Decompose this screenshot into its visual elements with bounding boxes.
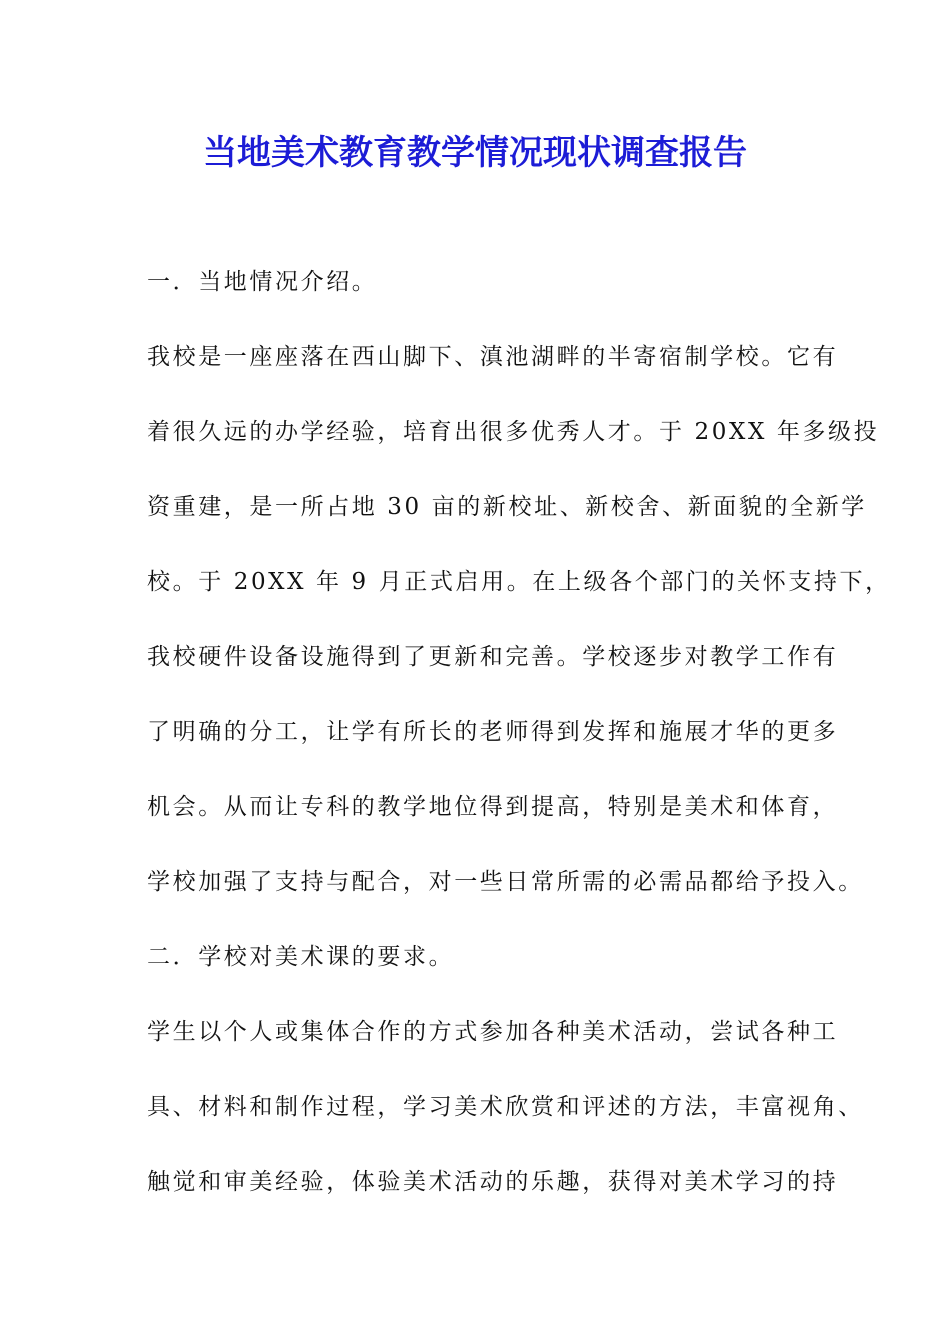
paragraph-line: 机会。从而让专科的教学地位得到提高，特别是美术和体育， (147, 794, 839, 820)
paragraph-line: 我校是一座座落在西山脚下、滇池湖畔的半寄宿制学校。它有 (147, 344, 839, 370)
paragraph-line: 了明确的分工，让学有所长的老师得到发挥和施展才华的更多 (147, 719, 839, 745)
paragraph-line: 着很久远的办学经验，培育出很多优秀人才。于 20XX 年多级投 (147, 419, 880, 445)
paragraph-line: 学校加强了支持与配合，对一些日常所需的必需品都给予投入。 (147, 869, 864, 895)
paragraph-line: 校。于 20XX 年 9 月正式启用。在上级各个部门的关怀支持下， (147, 569, 891, 595)
document-title: 当地美术教育教学情况现状调查报告 (203, 133, 747, 173)
paragraph-line: 学生以个人或集体合作的方式参加各种美术活动，尝试各种工 (147, 1019, 839, 1045)
paragraph-line: 触觉和审美经验，体验美术活动的乐趣，获得对美术学习的持 (147, 1169, 839, 1195)
paragraph-line: 我校硬件设备设施得到了更新和完善。学校逐步对教学工作有 (147, 644, 839, 670)
paragraph-line: 资重建，是一所占地 30 亩的新校址、新校舍、新面貌的全新学 (147, 494, 867, 520)
paragraph-line: 具、材料和制作过程，学习美术欣赏和评述的方法，丰富视角、 (147, 1094, 864, 1120)
section-heading: 一．当地情况介绍。 (147, 269, 378, 295)
section-heading: 二．学校对美术课的要求。 (147, 944, 455, 970)
